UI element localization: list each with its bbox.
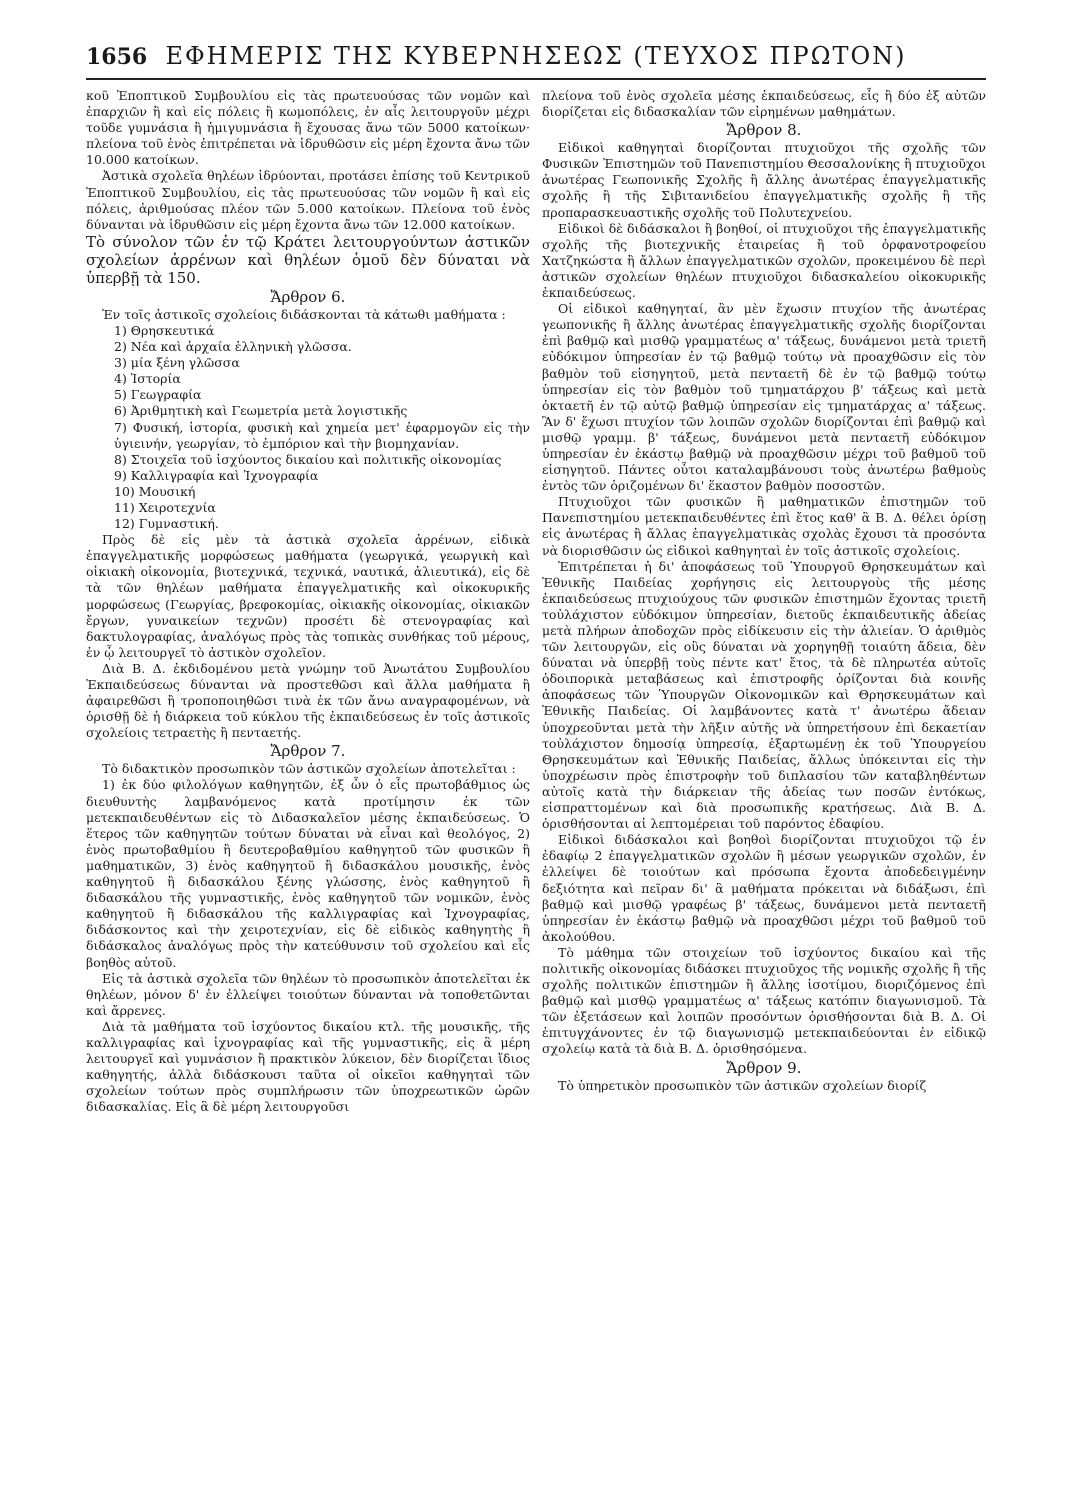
article-heading: Ἄρθρον 7. [270,742,346,761]
paragraph: Τὸ διδακτικὸν προσωπικὸν τῶν ἀστικῶν σχολείων ἀποτελεῖται : [102,761,516,777]
article-heading: Ἄρθρον 9. [726,1058,802,1077]
list-item: 4) Ἱστορία [114,371,181,387]
paragraph: Εἰδικοὶ δὲ διδάσκαλοι ἢ βοηθοί, οἱ πτυχιοῦχοι τῆς ἐπαγγελματικῆς σχολῆς τῆς βιοτεχνικῆς ἑταιρείας ἢ τοῦ ὀρφανοτροφείου Χατζηκώστα ἢ ἄλλων ἐπαγγελματικῶν σχολῶν, προκειμένου δὲ περὶ ἀστικῶν σχολείων θηλέων πτυχιοῦχοι διδασκαλείου οἰκοκυρικῆς ἐκπαιδεύσεως. [542,220,986,301]
paragraph: Τὸ ὑπηρετικὸν προσωπικὸν τῶν ἀστικῶν σχολείων διορίζ [558,1077,927,1093]
paragraph: Ἐν τοῖς ἀστικοῖς σχολείοις διδάσκονται τὰ κάτωθι μαθήματα : [102,306,506,322]
paragraph: Εἰδικοὶ καθηγηταὶ διορίζονται πτυχιοῦχοι τῆς σχολῆς τῶν Φυσικῶν Ἐπιστημῶν τοῦ Πανεπιστημίου Θεσσαλονίκης ἢ πτυχιοῦχοι ἀνωτέρας Γεωπονικῆς Σχολῆς ἢ ἄλλης ἀνωτέρας ἐπαγγελματικῆς σχολῆς ἢ τῆς Σιβιτανιδείου ἐπαγγελματικῆς σχολῆς ἢ τῆς προπαρασκευαστικῆς σχολῆς τοῦ Πολυτεχνείου. [542,140,986,220]
paragraph: 1) ἐκ δύο φιλολόγων καθηγητῶν, ἐξ ὧν ὁ εἷς πρωτοβάθμιος ὡς διευθυντὴς λαμβανόμενος κατὰ προτίμησιν ἐκ τῶν μετεκπαιδευθέντων εἰς τὸ Διδασκαλεῖον μέσης ἐκπαιδεύσεως. Ὁ ἕτερος τῶν καθηγητῶν τούτων δύναται νὰ εἶναι καὶ θεολόγος, 2) ἑνὸς πρωτοβαθμίου ἢ δευτεροβαθμίου καθηγητοῦ τῶν φυσικῶν ἢ μαθηματικῶν, 3) ἑνὸς καθηγητοῦ ἢ διδασκάλου μουσικῆς, ἑνὸς καθηγητοῦ ἢ διδασκάλου ξένης γλώσσης, ἑνὸς καθηγητοῦ ἢ διδασκάλου τῆς γυμναστικῆς, ἑνὸς καθηγητοῦ τῶν νομικῶν, ἑνὸς καθηγητοῦ ἢ διδασκάλου τῆς καλλιγραφίας καὶ Ἰχνογραφίας, διδάσκοντος καὶ τὴν χειροτεχνίαν, εἰς δὲ εἰδικὸς καθηγητὴς ἢ διδάσκαλος ἀναλόγως πρὸς τὴν κατεύθυνσιν τοῦ σχολείου καὶ εἷς βοηθὸς αὐτοῦ. [86,777,530,970]
list-item: 3) μία ξένη γλῶσσα [114,355,240,371]
list-item: 2) Νέα καὶ ἀρχαία ἑλληνικὴ γλῶσσα. [114,339,352,355]
paragraph: κοῦ Ἐποπτικοῦ Συμβουλίου εἰς τὰς πρωτευούσας τῶν νομῶν καὶ ἐπαρχιῶν ἢ καὶ εἰς πόλεις ἢ κωμοπόλεις, ἐν αἷς λειτουργοῦν μέχρι τοῦδε γυμνάσια ἢ ἡμιγυμνάσια ἢ ἔχουσας ἄνω τῶν 5000 κατοίκων· πλείονα τοῦ ἑνὸς ἐπιτρέπεται νὰ ἱδρυθῶσιν εἰς μέρη ἔχοντα ἄνω τῶν 10.000 κατοίκων. [86,88,530,168]
list-item: 5) Γεωγραφία [114,387,202,403]
list-item: 7) Φυσική, ἱστορία, φυσικὴ καὶ χημεία μετ' ἐφαρμογῶν εἰς τὴν ὑγιεινήν, γεωργίαν, τὸ ἐμπόριον καὶ τὴν βιομηχανίαν. [114,419,530,451]
list-item: 8) Στοιχεῖα τοῦ ἰσχύοντος δικαίου καὶ πολιτικῆς οἰκονομίας [114,451,502,467]
header-rule [86,78,986,80]
list-item: 1) Θρησκευτικά [114,322,215,338]
paragraph: Τὸ σύνολον τῶν ἐν τῷ Κράτει λειτουργούντων ἀστικῶν σχολείων ἀρρένων καὶ θηλέων ὁμοῦ δὲν δύναται νὰ ὑπερβῇ τὰ 150. [86,232,530,287]
paragraph: πλείονα τοῦ ἑνὸς σχολεῖα μέσης ἐκπαιδεύσεως, εἷς ἢ δύο ἐξ αὐτῶν διορίζεται εἰς διδασκαλίαν τῶν εἰρημένων μαθημάτων. [542,88,986,120]
paragraph: Εἰς τὰ ἀστικὰ σχολεῖα τῶν θηλέων τὸ προσωπικὸν ἀποτελεῖται ἐκ θηλέων, μόνον δ' ἐν ἐλλείψει τοιούτων δύνανται νὰ τοποθετῶνται καὶ ἄρρενες. [86,970,530,1018]
article-heading: Ἄρθρον 8. [726,121,802,140]
left-column [86,88,530,1115]
paragraph: Τὸ μάθημα τῶν στοιχείων τοῦ ἰσχύοντος δικαίου καὶ τῆς πολιτικῆς οἰκονομίας διδάσκει πτυχιοῦχος τῆς νομικῆς σχολῆς ἢ τῆς σχολῆς πολιτικῶν ἐπιστημῶν ἢ ἄλλης ἰσοτίμου, διοριζόμενος ἐπὶ βαθμῷ καὶ μισθῷ γραμματέως α' τάξεως κατόπιν διαγωνισμοῦ. Τὰ τῶν ἐξετάσεων καὶ λοιπῶν προσόντων ὁρισθήσονται διὰ Β. Δ. Οἱ ἐπιτυγχάνοντες ἐν τῷ διαγωνισμῷ μετεκπαιδεύονται ἐν εἰδικῷ σχολείῳ κατὰ τὰ διὰ Β. Δ. ὁρισθησόμενα. [542,944,986,1057]
list-item: 12) Γυμναστική. [114,516,219,532]
paragraph: Πτυχιοῦχοι τῶν φυσικῶν ἢ μαθηματικῶν ἐπιστημῶν τοῦ Πανεπιστημίου μετεκπαιδευθέντες ἐπὶ ἔτος καθ' ἃ Β. Δ. θέλει ὁρίσῃ εἰς ἀνωτέρας ἢ ἄλλας ἐπαγγελματικὰς σχολὰς ἔχουσι τὰ προσόντα νὰ διορισθῶσιν ὡς εἰδικοὶ καθηγηταὶ ἐν τοῖς ἀστικοῖς σχολείοις. [542,494,986,558]
page-number: 1656 [86,44,148,70]
list-item: 10) Μουσική [114,483,196,499]
paragraph: Εἰδικοὶ διδάσκαλοι καὶ βοηθοὶ διορίζονται πτυχιοῦχοι τῷ ἐν ἐδαφίῳ 2 ἐπαγγελματικῶν σχολῶν ἢ μέσων γεωργικῶν σχολῶν, ἐν ἐλλείψει δὲ τοιούτων καὶ πρόσωπα ἔχοντα ἀποδεδειγμένην δεξιότητα καὶ πεῖραν δι' ἃ μαθήματα πρόκειται νὰ διδάξωσι, ἐπὶ βαθμῷ καὶ μισθῷ γραφέως β' τάξεως, δυνάμενοι μετὰ πενταετῆ ὑπηρεσίαν ἐν ἑκάστῳ βαθμῷ νὰ προαχθῶσι μέχρι τοῦ βαθμοῦ τοῦ ἀκολούθου. [542,832,986,944]
page-header [86,40,986,80]
right-column [542,88,986,1094]
running-title: ΕΦΗΜΕΡΙΣ ΤΗΣ ΚΥΒΕΡΝΗΣΕΩΣ (ΤΕΥΧΟΣ ΠΡΩΤΟΝ) [165,42,907,70]
list-item: 11) Χειροτεχνία [114,499,216,515]
list-item: 9) Καλλιγραφία καὶ Ἰχνογραφία [114,467,319,483]
paragraph: Ἐπιτρέπεται ἡ δι' ἀποφάσεως τοῦ Ὑπουργοῦ Θρησκευμάτων καὶ Ἐθνικῆς Παιδείας χορήγησις εἰς λειτουργοὺς τῆς μέσης ἐκπαιδεύσεως πτυχιούχους τῶν φυσικῶν ἐπιστημῶν ἔχοντας τριετῆ τοὐλάχιστον εὐδόκιμον ὑπηρεσίαν, διετοῦς ἐκπαιδευτικῆς ἀδείας μετὰ πλήρων ἀποδοχῶν πρὸς εἰδίκευσιν εἰς τὴν ἀλιείαν. Ὁ ἀριθμὸς τῶν λειτουργῶν, εἰς οὓς δύναται νὰ χορηγηθῇ τοιαύτη ἄδεια, δὲν δύναται νὰ ὑπερβῇ τοὺς πέντε κατ' ἔτος, τὰ δὲ πληρωτέα αὐτοῖς ὁδοιπορικὰ μεταβάσεως καὶ ἐπιστροφῆς ὁρίζονται διὰ κοινῆς ἀποφάσεως τῶν Ὑπουργῶν Οἰκονομικῶν καὶ Θρησκευμάτων καὶ Ἐθνικῆς Παιδείας. Οἱ λαμβάνοντες κατὰ τ' ἀνωτέρω ἄδειαν ὑποχρεοῦνται μετὰ τὴν λῆξιν αὐτῆς νὰ ὑπηρετήσουν ἐπὶ δεκαετίαν τοὐλάχιστον δημοσίᾳ ὑπηρεσίᾳ, ἐξαρτωμένῃ ἐκ τοῦ Ὑπουργείου Θρησκευμάτων καὶ Ἐθνικῆς Παιδείας, ἄλλως ὑπόκεινται εἰς τὴν ὑποχρέωσιν πρὸς ἐπιστροφὴν τοῦ διπλασίου τῶν καταβληθέντων αὐτοῖς κατὰ τὴν διάρκειαν τῆς ἀδείας των ποσῶν ἐντόκως, εἰσπραττομένων καὶ διὰ προσωπικῆς κρατήσεως. Διὰ Β. Δ. ὁρισθήσονται αἱ λεπτομέρειαι τοῦ παρόντος ἐδαφίου. [542,558,986,832]
paragraph: Διὰ τὰ μαθήματα τοῦ ἰσχύοντος δικαίου κτλ. τῆς μουσικῆς, τῆς καλλιγραφίας καὶ ἰχνογραφίας καὶ τῆς γυμναστικῆς, εἰς ἃ μέρη λειτουργεῖ καὶ γυμνάσιον ἢ πρακτικὸν λύκειον, δὲν διορίζεται ἴδιος καθηγητής, ἀλλὰ διδάσκουσι ταῦτα οἱ οἰκεῖοι καθηγηταὶ τῶν σχολείων τούτων πρὸς συμπλήρωσιν τῶν ὑποχρεωτικῶν ὡρῶν διδασκαλίας. Εἰς ἃ δὲ μέρη λειτουργοῦσι [86,1018,530,1115]
paragraph: Ἀστικὰ σχολεῖα θηλέων ἱδρύονται, προτάσει ἐπίσης τοῦ Κεντρικοῦ Ἐποπτικοῦ Συμβουλίου, εἰς τὰς πρωτευούσας τῶν νομῶν ἢ καὶ εἰς πόλεις, ἀριθμούσας πλέον τῶν 5.000 κατοίκων. Πλείονα τοῦ ἑνὸς δύνανται νὰ ἱδρυθῶσιν εἰς μέρη ἔχοντα ἄνω τῶν 12.000 κατοίκων. [86,168,530,232]
article-heading: Ἄρθρον 6. [270,287,346,306]
paragraph: Οἱ εἰδικοὶ καθηγηταί, ἂν μὲν ἔχωσιν πτυχίον τῆς ἀνωτέρας γεωπονικῆς ἢ ἄλλης ἀνωτέρας ἐπαγγελματικῆς σχολῆς διορίζονται ἐπὶ βαθμῷ καὶ μισθῷ γραμματέως α' τάξεως, δυνάμενοι μετὰ τριετῆ εὐδόκιμον ὑπηρεσίαν ἐν τῷ βαθμῷ τούτῳ νὰ προαχθῶσιν εἰς τὸν βαθμὸν τοῦ εἰσηγητοῦ, μετὰ πενταετῆ δὲ ἐν τῷ βαθμῷ τούτῳ ὑπηρεσίαν εἰς τὸν βαθμὸν τοῦ τμηματάρχου β' τάξεως καὶ μετὰ ὀκταετῆ ἐν τῷ αὐτῷ βαθμῷ ὑπηρεσίαν εἰς τμηματάρχας α' τάξεως. Ἂν δ' ἔχωσι πτυχίον τῶν λοιπῶν σχολῶν διορίζονται ἐπὶ βαθμῷ καὶ μισθῷ γραμμ. β' τάξεως, δυνάμενοι μετὰ πενταετῆ εὐδόκιμον ὑπηρεσίαν ἐν ἑκάστῳ βαθμῷ νὰ προαχθῶσιν μέχρι τοῦ βαθμοῦ τοῦ εἰσηγητοῦ. Πάντες οὗτοι καταλαμβάνουσι τοὺς ἀνωτέρω βαθμοὺς ἐντὸς τῶν ὁριζομένων δι' ἕκαστον βαθμὸν ποσοστῶν. [542,301,986,494]
paragraph: Διὰ Β. Δ. ἐκδιδομένου μετὰ γνώμην τοῦ Ἀνωτάτου Συμβουλίου Ἐκπαιδεύσεως δύνανται νὰ προστεθῶσι καὶ ἄλλα μαθήματα ἢ ἀφαιρεθῶσι ἢ τροποποιηθῶσι τινὰ ἐκ τῶν ἄνω αναγραφομένων, νὰ ὁρισθῇ δὲ ἡ διάρκεια τοῦ κύκλου τῆς ἐκπαιδεύσεως ἐν τοῖς ἀστικοῖς σχολείοις τετραετὴς ἢ πενταετής. [86,660,530,741]
list-item: 6) Ἀριθμητικὴ καὶ Γεωμετρία μετὰ λογιστικῆς [114,403,408,419]
paragraph: Πρὸς δὲ εἰς μὲν τὰ ἀστικὰ σχολεῖα ἀρρένων, εἰδικὰ ἐπαγγελματικῆς μορφώσεως μαθήματα (γεωργικά, γεωργικὴ καὶ οἰκιακὴ οἰκονομία, βιοτεχνικά, τεχνικά, ναυτικά, ἁλιευτικά), εἰς δὲ τὰ τῶν θηλέων μαθήματα ἐπαγγελματικῆς καὶ οἰκοκυρικῆς μορφώσεως (Γεωργίας, βρεφοκομίας, οἰκιακῆς οἰκονομίας, οἰκιακῶν ἔργων, γυναικείων τεχνῶν) προσέτι δὲ στενογραφίας καὶ δακτυλογραφίας, ἀναλόγως πρὸς τὰς τοπικὰς συνθήκας τοῦ μέρους, ἐν ᾧ λειτουργεῖ τὸ ἀστικὸν σχολεῖον. [86,532,530,660]
